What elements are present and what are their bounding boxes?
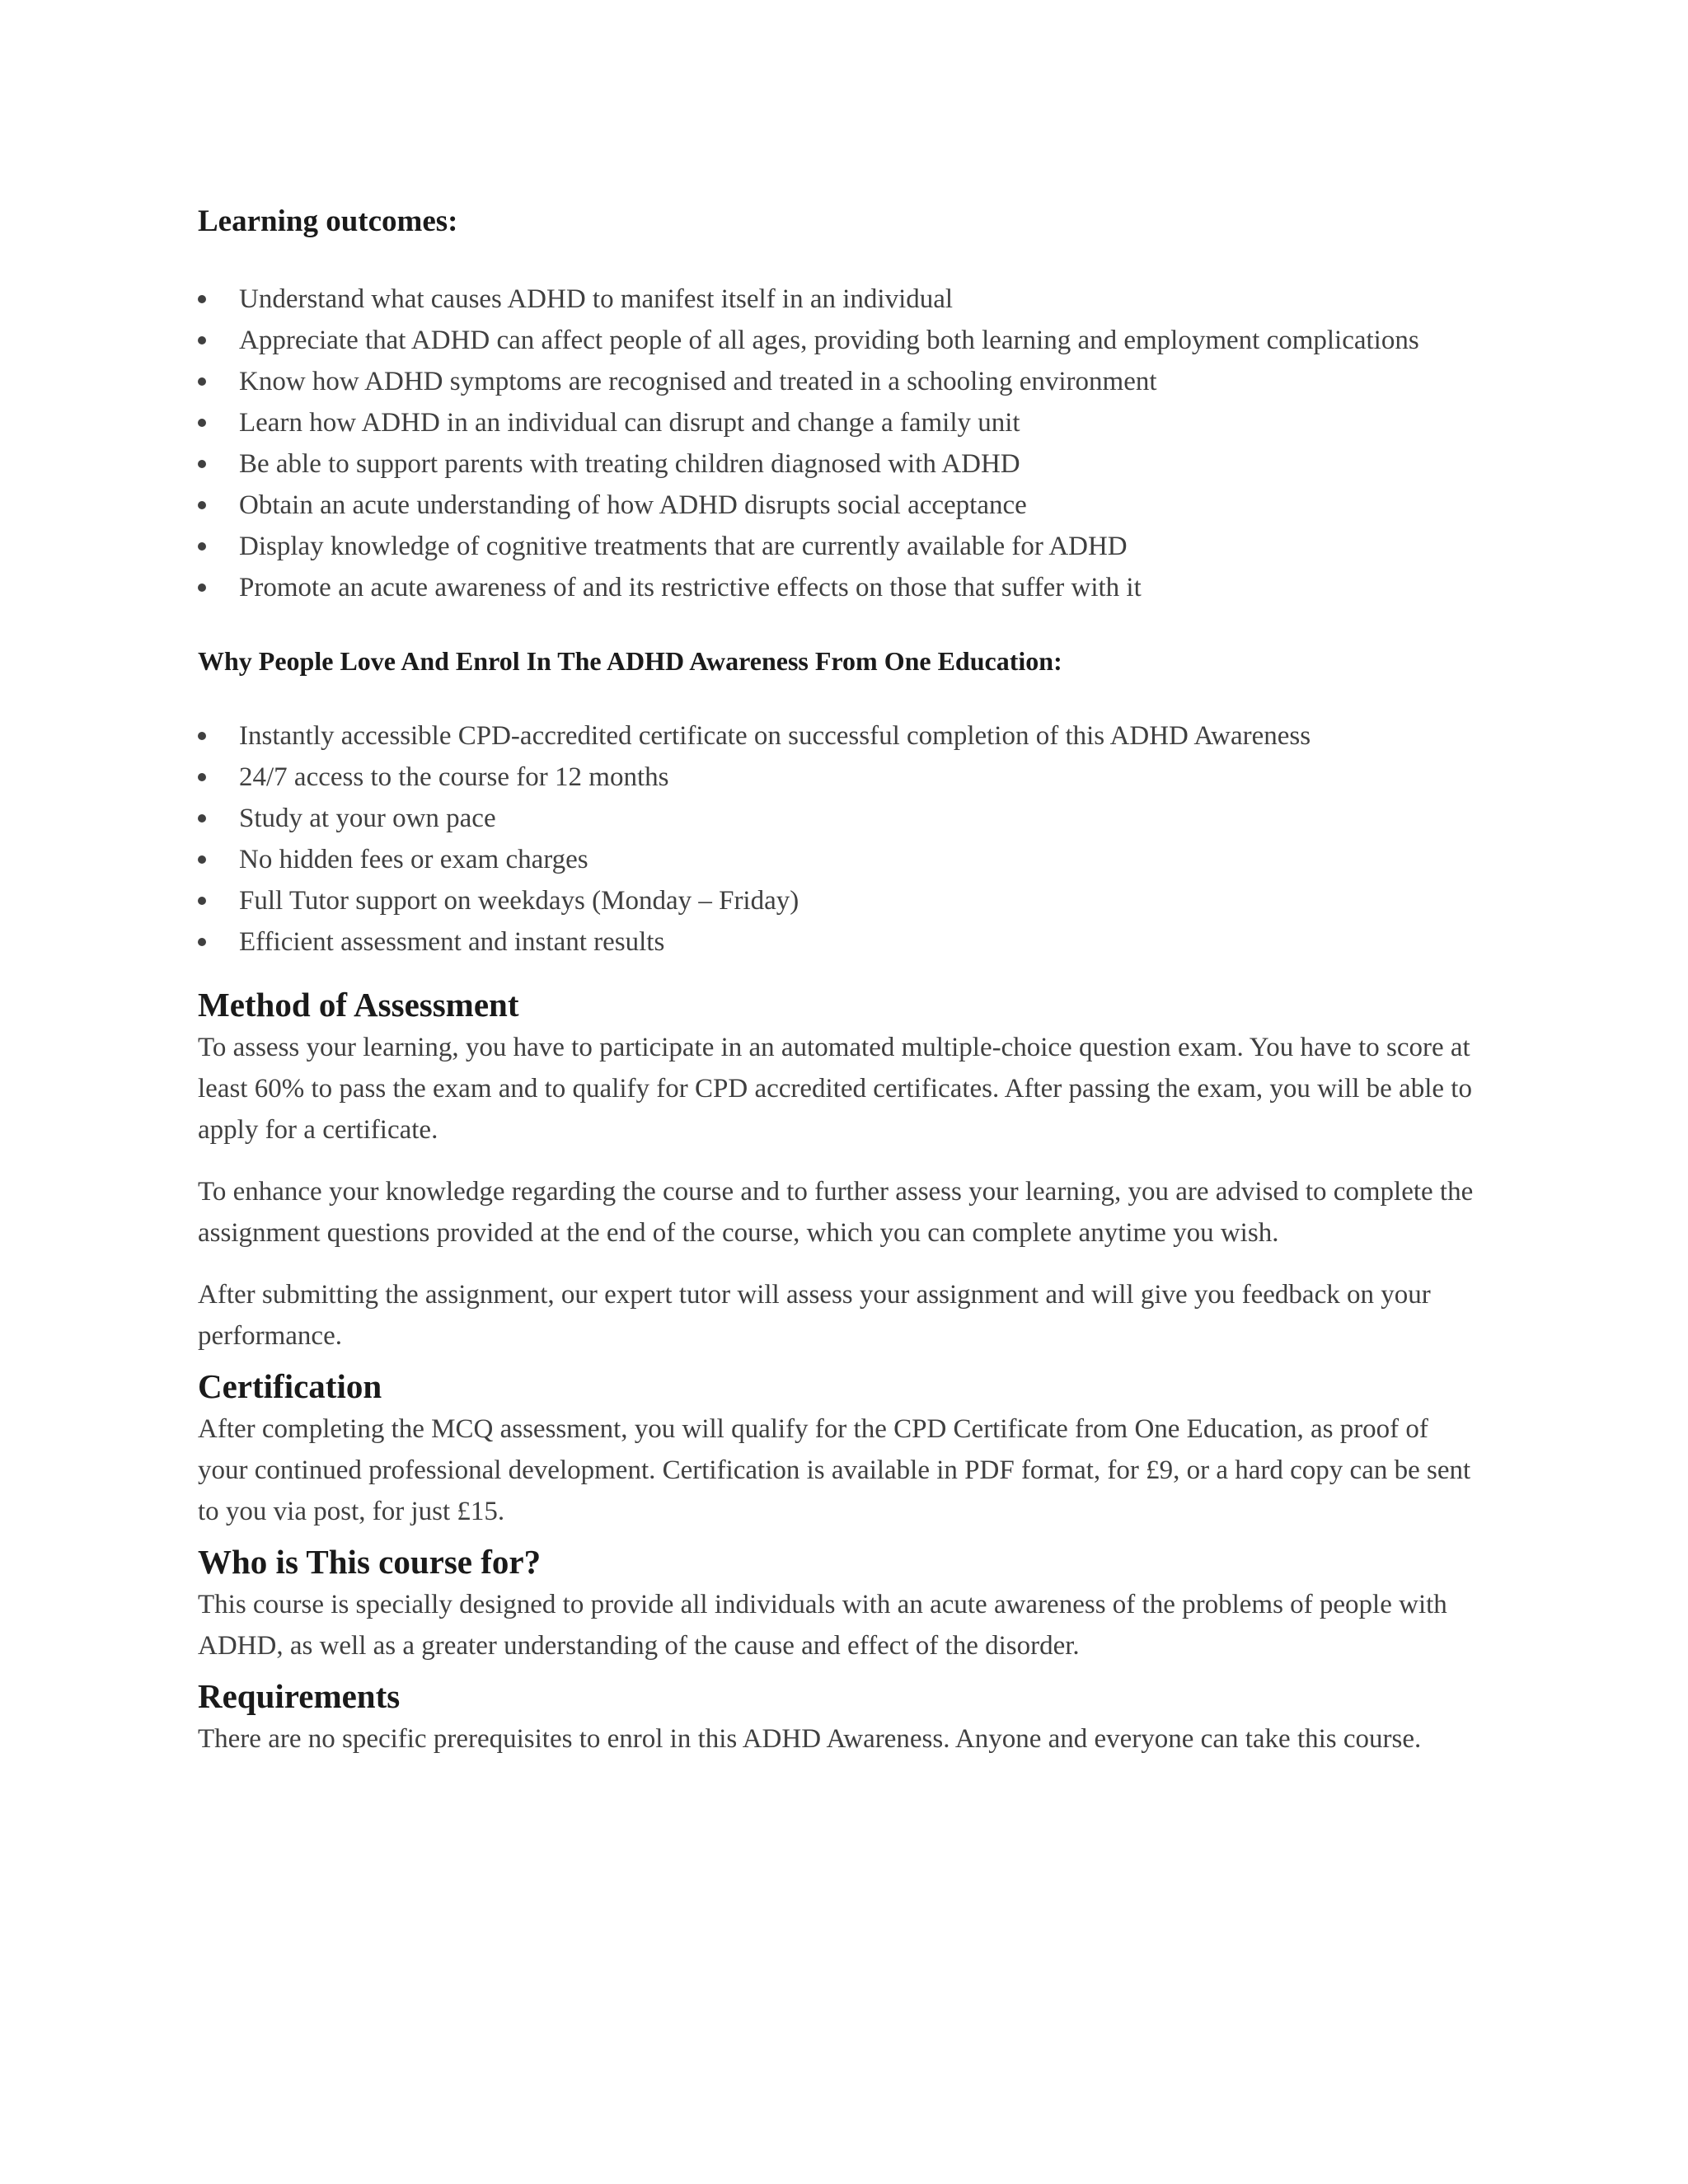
- list-item-text: Be able to support parents with treating children diagnosed with ADHD: [239, 449, 1020, 479]
- list-item: [198, 798, 1484, 839]
- list-item-text: Promote an acute awareness of and its restrictive effects on those that suffer with it: [239, 573, 1142, 602]
- list-item-text: No hidden fees or exam charges: [239, 845, 588, 874]
- why-enrol-list: [198, 715, 1484, 963]
- list-item-text: Display knowledge of cognitive treatments that are currently available for ADHD: [239, 532, 1128, 561]
- bullet-icon: [198, 336, 206, 344]
- bullet-icon: [198, 460, 206, 468]
- list-item-text: Instantly accessible CPD-accredited certificate on successful completion of this ADHD Awareness: [239, 721, 1311, 751]
- bullet-icon: [198, 897, 206, 905]
- requirements-heading: Requirements: [198, 1677, 401, 1715]
- bullet-icon: [198, 542, 206, 551]
- list-item: [198, 880, 1484, 921]
- list-item-text: Appreciate that ADHD can affect people of all ages, providing both learning and employment complications: [239, 326, 1419, 355]
- bullet-icon: [198, 938, 206, 946]
- audience-heading: Who is This course for?: [198, 1543, 542, 1581]
- bullet-icon: [198, 855, 206, 864]
- learning-outcomes-list: [198, 279, 1484, 608]
- list-item: [198, 485, 1484, 526]
- requirements-paragraph: There are no specific prerequisites to enrol in this ADHD Awareness. Anyone and everyone can take this course.: [198, 1724, 1422, 1754]
- list-item: [198, 715, 1484, 757]
- learning-outcomes-heading: Learning outcomes:: [198, 204, 458, 238]
- list-item-text: Know how ADHD symptoms are recognised and treated in a schooling environment: [239, 367, 1157, 396]
- list-item: [198, 567, 1484, 608]
- why-enrol-heading: Why People Love And Enrol In The ADHD Awareness From One Education:: [198, 646, 1062, 676]
- bullet-icon: [198, 295, 206, 303]
- list-item: [198, 361, 1484, 402]
- bullet-icon: [198, 814, 206, 823]
- certification-heading: Certification: [198, 1367, 382, 1405]
- bullet-icon: [198, 583, 206, 592]
- list-item: [198, 757, 1484, 798]
- list-item-text: Understand what causes ADHD to manifest itself in an individual: [239, 284, 954, 314]
- bullet-icon: [198, 732, 206, 740]
- list-item-text: Efficient assessment and instant results: [239, 927, 665, 957]
- list-item-text: Obtain an acute understanding of how ADHD disrupts social acceptance: [239, 490, 1027, 520]
- list-item: [198, 839, 1484, 880]
- bullet-icon: [198, 773, 206, 781]
- assessment-paragraph: After submitting the assignment, our expert tutor will assess your assignment and will give you feedback on your performance.: [198, 1280, 1431, 1351]
- list-item: [198, 279, 1484, 320]
- list-item-text: Full Tutor support on weekdays (Monday – Friday): [239, 886, 799, 916]
- list-item: [198, 921, 1484, 963]
- list-item-text: 24/7 access to the course for 12 months: [239, 762, 669, 792]
- list-item: [198, 402, 1484, 443]
- bullet-icon: [198, 377, 206, 386]
- bullet-icon: [198, 501, 206, 509]
- assessment-paragraph: To assess your learning, you have to participate in an automated multiple-choice question exam. You have to score at least 60% to pass the exam and to qualify for CPD accredited certificates. After passing the exam, you will be able to apply for a certificate.: [198, 1033, 1472, 1145]
- certification-paragraph: After completing the MCQ assessment, you will qualify for the CPD Certificate from One Education, as proof of your continued professional development. Certification is available in PDF format, for £9, or a hard copy can be sent to you via post, for just £15.: [198, 1414, 1471, 1526]
- assessment-heading: Method of Assessment: [198, 986, 519, 1024]
- bullet-icon: [198, 419, 206, 427]
- assessment-paragraph: To enhance your knowledge regarding the course and to further assess your learning, you are advised to complete the assignment questions provided at the end of the course, which you can complete anytime you wish.: [198, 1177, 1474, 1248]
- list-item: [198, 526, 1484, 567]
- list-item-text: Learn how ADHD in an individual can disrupt and change a family unit: [239, 408, 1020, 438]
- document-content: [198, 198, 1484, 1760]
- audience-paragraph: This course is specially designed to provide all individuals with an acute awareness of the problems of people with ADHD, as well as a greater understanding of the cause and effect of the disorder.: [198, 1590, 1447, 1661]
- list-item: [198, 443, 1484, 485]
- list-item-text: Study at your own pace: [239, 804, 496, 833]
- list-item: [198, 320, 1484, 361]
